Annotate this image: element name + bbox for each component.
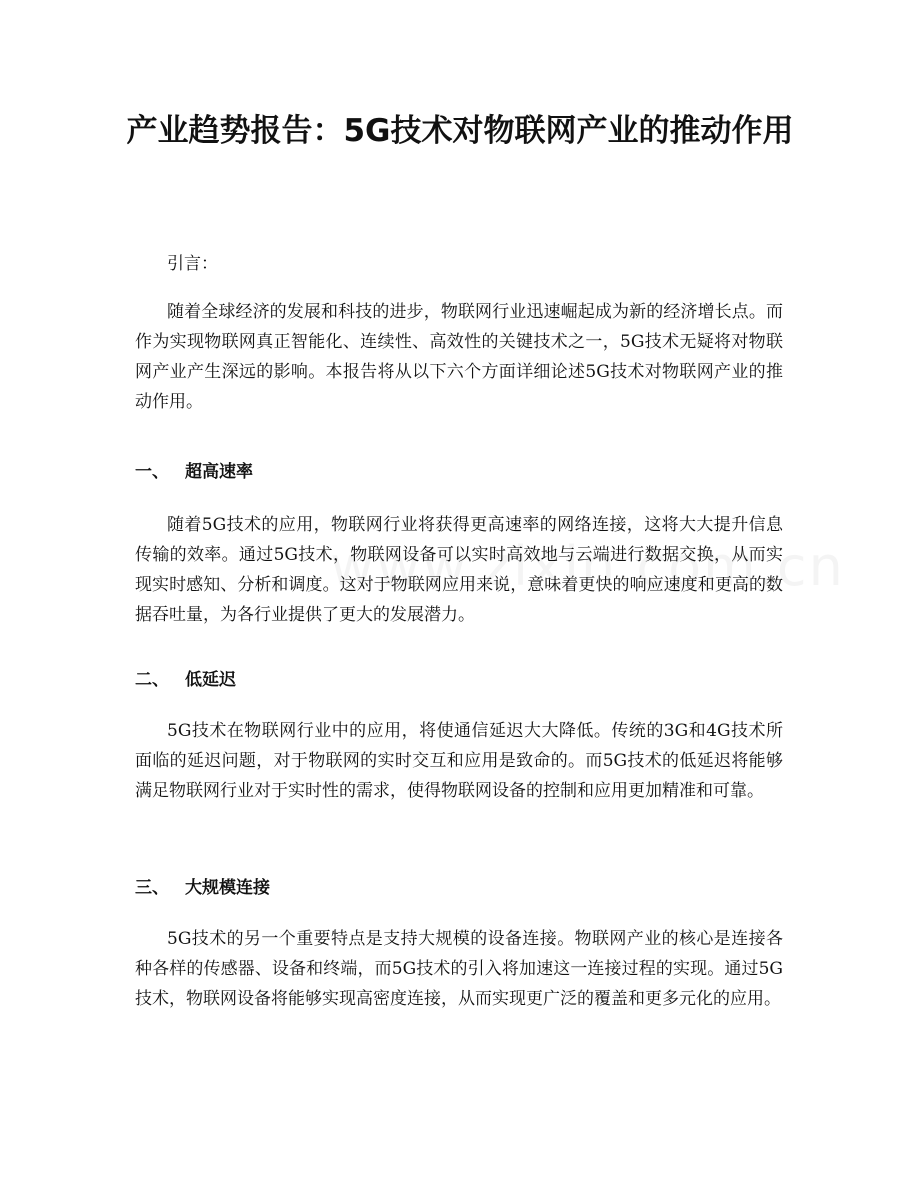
section-title: 大规模连接 — [185, 878, 270, 898]
section-heading-2 — [135, 668, 236, 692]
section-title: 低延迟 — [185, 670, 236, 690]
section-paragraph-3: 5G技术的另一个重要特点是支持大规模的设备连接。物联网产业的核心是连接各种各样的传感器、设备和终端，而5G技术的引入将加速这一连接过程的实现。通过5G技术，物联网设备将能够实现高密度连接，从而实现更广泛的覆盖和更多元化的应用。 — [135, 929, 783, 1009]
intro-label: 引言： — [167, 254, 218, 274]
section-paragraph-2: 5G技术在物联网行业中的应用，将使通信延迟大大降低。传统的3G和4G技术所面临的延迟问题，对于物联网的实时交互和应用是致命的。而5G技术的低延迟将能够满足物联网行业对于实时性的需求，使得物联网设备的控制和应用更加精准和可靠。 — [135, 721, 783, 801]
section-number: 三、 — [135, 878, 169, 898]
section-heading-1 — [135, 460, 253, 484]
section-number: 二、 — [135, 670, 169, 690]
section-number: 一、 — [135, 462, 169, 482]
intro-paragraph: 随着全球经济的发展和科技的进步，物联网行业迅速崛起成为新的经济增长点。而作为实现物联网真正智能化、连续性、高效性的关键技术之一，5G技术无疑将对物联网产业产生深远的影响。本报告将从以下六个方面详细论述5G技术对物联网产业的推动作用。 — [135, 302, 783, 412]
section-heading-3 — [135, 876, 270, 900]
section-paragraph-1: 随着5G技术的应用，物联网行业将获得更高速率的网络连接，这将大大提升信息传输的效率。通过5G技术，物联网设备可以实时高效地与云端进行数据交换，从而实现实时感知、分析和调度。这对于物联网应用来说，意味着更快的响应速度和更高的数据吞吐量，为各行业提供了更大的发展潜力。 — [135, 515, 783, 625]
section-title: 超高速率 — [185, 462, 253, 482]
document-title: 产业趋势报告：5G技术对物联网产业的推动作用 — [126, 113, 794, 149]
